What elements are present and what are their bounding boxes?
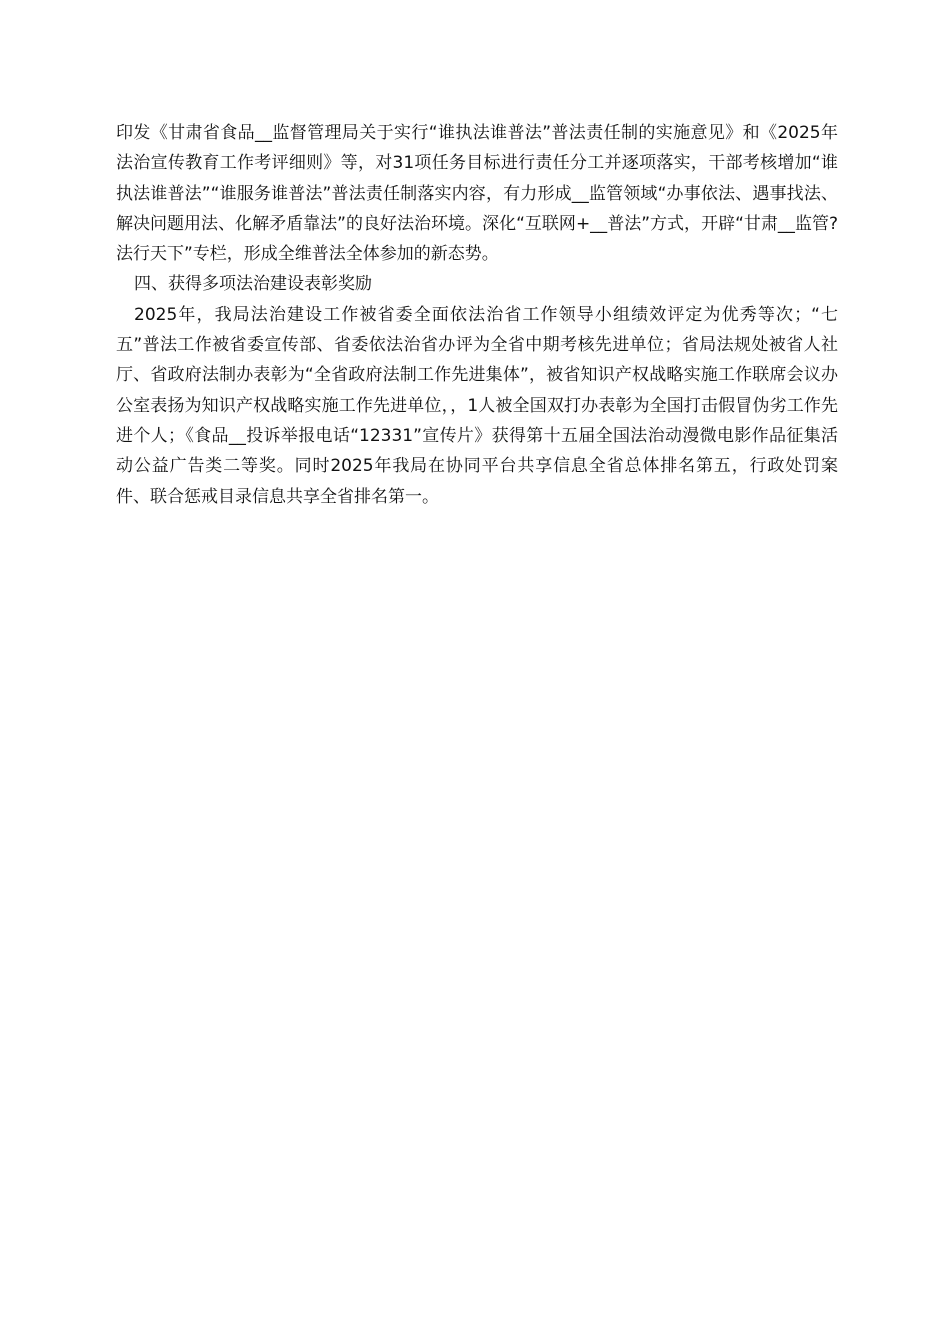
document-body: [116, 118, 838, 512]
paragraph-policy-implementation: 印发《甘肃省食品__监督管理局关于实行“谁执法谁普法”普法责任制的实施意见》和《2025年法治宣传教育工作考评细则》等，对31项任务目标进行责任分工并逐项落实，干部考核增加“谁执法谁普法”“谁服务谁普法”普法责任制落实内容，有力形成__监管领域“办事依法、遇事找法、解决问题用法、化解矛盾靠法”的良好法治环境。深化“互联网+__普法”方式，开辟“甘肃__监管?法行天下”专栏，形成全维普法全体参加的新态势。: [116, 123, 838, 265]
paragraph-awards-details: 2025年，我局法治建设工作被省委全面依法治省工作领导小组绩效评定为优秀等次；“七五”普法工作被省委宣传部、省委依法治省办评为全省中期考核先进单位；省局法规处被省人社厅、省政府法制办表彰为“全省政府法制工作先进集体”，被省知识产权战略实施工作联席会议办公室表扬为知识产权战略实施工作先进单位，，1人被全国双打办表彰为全国打击假冒伪劣工作先进个人；《食品__投诉举报电话“12331”宣传片》获得第十五届全国法治动漫微电影作品征集活动公益广告类二等奖。同时2025年我局在协同平台共享信息全省总体排名第五，行政处罚案件、联合惩戒目录信息共享全省排名第一。: [116, 304, 838, 507]
section-heading-awards: 四、获得多项法治建设表彰奖励: [134, 274, 372, 295]
